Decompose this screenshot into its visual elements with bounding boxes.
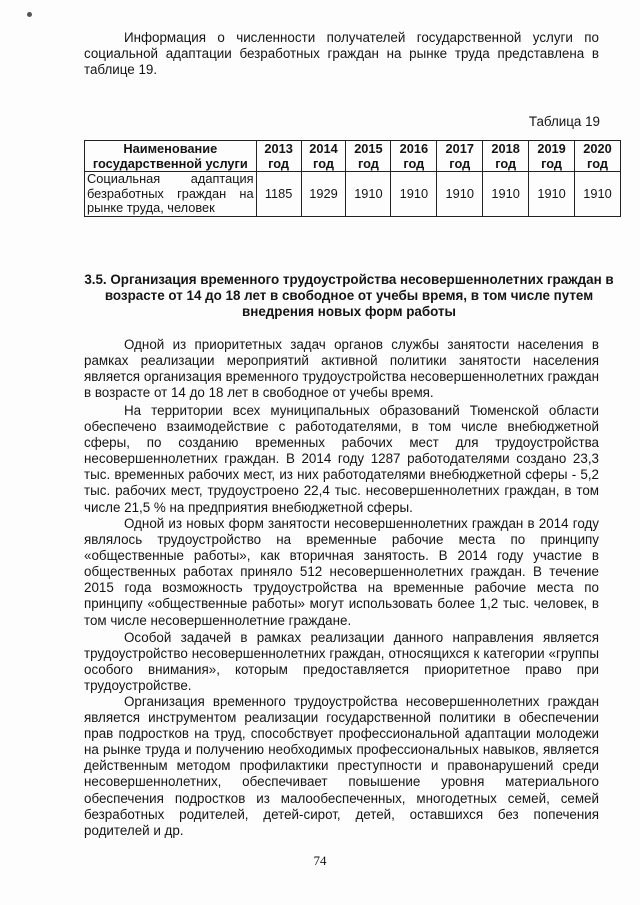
table-row bbox=[85, 172, 621, 217]
cell-value: 1910 bbox=[575, 172, 621, 217]
body-paragraph: Одной из приоритетных задач органов службы занятости населения в рамках реализации мероприятий активной политики занятости населения является организация временного трудоустройства несовершеннолетних граждан в возрасте от 14 до 18 лет в свободное от учебы время. bbox=[84, 337, 599, 401]
header-year: 2016 год bbox=[391, 141, 437, 172]
body-paragraph: На территории всех муниципальных образований Тюменской области обеспечено взаимодействие с работодателями, в том числе внебюджетной сферы, по созданию временных рабочих мест для трудоустройства несовершеннолетних граждан. В 2014 году 1287 работодателями создано 23,3 тыс. временных рабочих мест, из них работодателями внебюджетной сферы - 5,2 тыс. рабочих мест, трудоустроено 22,4 тыс. несовершеннолетних граждан, в том числе 21,5 % на предприятия внебюджетной сферы. bbox=[84, 403, 599, 515]
body-paragraph: Одной из новых форм занятости несовершеннолетних граждан в 2014 году являлось трудоустройство на временные рабочие места по принципу «общественные работы», как вторичная занятость. В 2014 году участие в общественных работах приняло 512 несовершеннолетних граждан. В течение 2015 года возможность трудоустройства на временные рабочие места по принципу «общественные работы» могут использовать более 1,2 тыс. человек, в том числе несовершеннолетние граждане. bbox=[84, 516, 599, 628]
cell-value: 1929 bbox=[301, 172, 346, 217]
body-paragraph: Особой задачей в рамках реализации данного направления является трудоустройство несовершеннолетних граждан, относящихся к категории «группы особого внимания», которым предоставляется приоритетное право при трудоустройстве. bbox=[84, 630, 599, 694]
row-service-name: Социальная адаптация безработных граждан на рынке труда, человек bbox=[85, 172, 257, 217]
header-year: 2013 год bbox=[256, 141, 301, 172]
header-year: 2019 год bbox=[529, 141, 575, 172]
cell-value: 1910 bbox=[483, 172, 529, 217]
cell-value: 1910 bbox=[437, 172, 483, 217]
cell-value: 1910 bbox=[391, 172, 437, 217]
scan-speck bbox=[27, 12, 32, 17]
cell-value: 1185 bbox=[256, 172, 301, 217]
table-header-row bbox=[85, 141, 621, 172]
cell-value: 1910 bbox=[346, 172, 391, 217]
header-service-name: Наименование государственной услуги bbox=[85, 141, 257, 172]
body-paragraph: Организация временного трудоустройства несовершеннолетних граждан является инструментом реализации государственной политики в обеспечении прав подростков на труд, способствует профессиональной адаптации молодежи на рынке труда и получению необходимых профессиональных навыков, является действенным методом профилактики преступности и правонарушений среди несовершеннолетних, обеспечивает повышение уровня материального обеспечения подростков из малообеспеченных, многодетных семей, семей безработных родителей, детей-сирот, детей, оставшихся без попечения родителей и др. bbox=[84, 694, 599, 838]
header-year: 2014 год bbox=[301, 141, 346, 172]
header-year: 2017 год bbox=[437, 141, 483, 172]
header-year: 2015 год bbox=[346, 141, 391, 172]
table-caption: Таблица 19 bbox=[528, 114, 600, 129]
cell-value: 1910 bbox=[529, 172, 575, 217]
header-year: 2018 год bbox=[483, 141, 529, 172]
section-heading: 3.5. Организация временного трудоустройства несовершеннолетних граждан в возрасте от 14 до 18 лет в свободное от учебы время, в том числе путем внедрения новых форм работы bbox=[84, 272, 614, 319]
recipients-table bbox=[84, 140, 621, 217]
header-year: 2020 год bbox=[575, 141, 621, 172]
intro-paragraph: Информация о численности получателей государственной услуги по социальной адаптации безработных граждан на рынке труда представлена в таблице 19. bbox=[84, 30, 599, 78]
page-number: 74 bbox=[313, 853, 327, 868]
